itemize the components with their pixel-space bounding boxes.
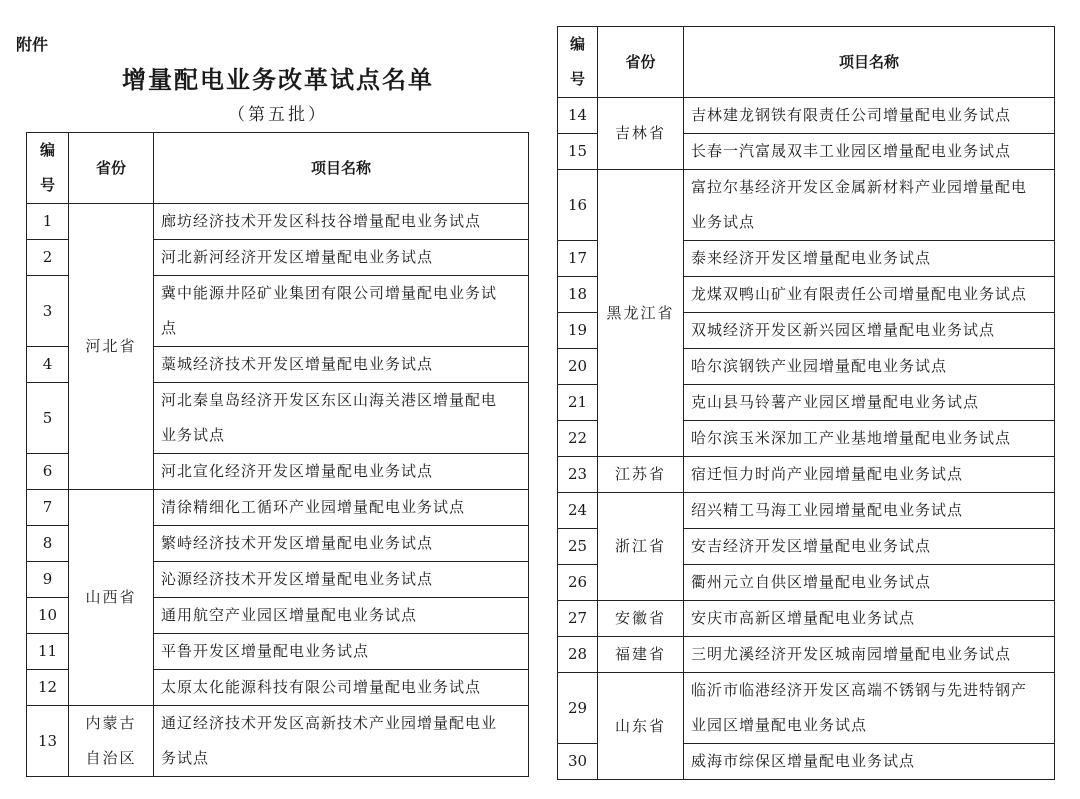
row-number: 24 [558, 493, 598, 529]
project-name-cell [684, 673, 1055, 744]
pilot-list-table-right [557, 26, 1055, 780]
province-cell: 江苏省 [598, 457, 684, 493]
project-name-line: 点 [161, 319, 178, 337]
row-number: 25 [558, 529, 598, 565]
row-number: 26 [558, 565, 598, 601]
project-name-line: 业园区增量配电业务试点 [691, 716, 868, 734]
project-name-cell [684, 565, 1055, 601]
province-line: 内蒙古 [85, 714, 137, 732]
project-name-line: 务试点 [161, 749, 210, 767]
project-name-cell [154, 562, 529, 598]
row-number: 11 [27, 634, 69, 670]
project-name-cell [154, 706, 529, 777]
project-name-line: 沁源经济技术开发区增量配电业务试点 [161, 570, 434, 588]
province-cell: 黑龙江省 [598, 170, 684, 457]
pilot-list-table-left [26, 132, 529, 777]
row-number: 30 [558, 744, 598, 780]
header-number: 编 号 [27, 133, 69, 204]
table-header-row [558, 27, 1055, 98]
project-name-cell [684, 349, 1055, 385]
project-name-cell [684, 744, 1055, 780]
province-cell: 浙江省 [598, 493, 684, 601]
project-name-line: 长春一汽富晟双丰工业园区增量配电业务试点 [691, 142, 1012, 160]
table-row [27, 204, 529, 240]
table-row [558, 637, 1055, 673]
project-name-line: 通辽经济技术开发区高新技术产业园增量配电业 [161, 714, 498, 732]
project-name-line: 衢州元立自供区增量配电业务试点 [691, 573, 932, 591]
province-cell: 福建省 [598, 637, 684, 673]
table-row [558, 493, 1055, 529]
project-name-line: 太原太化能源科技有限公司增量配电业务试点 [161, 678, 482, 696]
project-name-line: 业务试点 [161, 426, 226, 444]
project-name-line: 藁城经济技术开发区增量配电业务试点 [161, 355, 434, 373]
row-number: 4 [27, 347, 69, 383]
project-name-cell [684, 529, 1055, 565]
row-number: 8 [27, 526, 69, 562]
table-row [558, 673, 1055, 744]
project-name-line: 双城经济开发区新兴园区增量配电业务试点 [691, 321, 996, 339]
project-name-line: 临沂市临港经济开发区高端不锈钢与先进特钢产 [691, 681, 1028, 699]
project-name-cell [154, 670, 529, 706]
project-name-cell [684, 134, 1055, 170]
province-cell: 河北省 [69, 204, 154, 490]
project-name-line: 河北新河经济开发区增量配电业务试点 [161, 248, 434, 266]
project-name-cell [684, 170, 1055, 241]
project-name-cell [684, 601, 1055, 637]
table-row [27, 706, 529, 777]
row-number: 18 [558, 277, 598, 313]
document-subtitle: （第五批） [228, 105, 328, 125]
project-name-cell [684, 313, 1055, 349]
project-name-line: 宿迁恒力时尚产业园增量配电业务试点 [691, 465, 964, 483]
header-project-name: 项目名称 [684, 27, 1055, 98]
row-number: 1 [27, 204, 69, 240]
project-name-cell [154, 598, 529, 634]
row-number: 16 [558, 170, 598, 241]
row-number: 27 [558, 601, 598, 637]
project-name-line: 清徐精细化工循环产业园增量配电业务试点 [161, 498, 466, 516]
province-cell: 山西省 [69, 490, 154, 706]
project-name-cell [154, 347, 529, 383]
row-number: 7 [27, 490, 69, 526]
project-name-cell [684, 385, 1055, 421]
project-name-cell [684, 493, 1055, 529]
header-province: 省份 [69, 133, 154, 204]
province-cell: 山东省 [598, 673, 684, 780]
table-row [27, 490, 529, 526]
attachment-label: 附件 [16, 35, 49, 54]
project-name-cell [684, 457, 1055, 493]
project-name-line: 威海市综保区增量配电业务试点 [691, 752, 916, 770]
project-name-line: 富拉尔基经济开发区金属新材料产业园增量配电 [691, 178, 1028, 196]
row-number: 17 [558, 241, 598, 277]
row-number: 9 [27, 562, 69, 598]
row-number: 5 [27, 383, 69, 454]
row-number: 28 [558, 637, 598, 673]
province-line: 自治区 [85, 749, 137, 767]
project-name-line: 河北秦皇岛经济开发区东区山海关港区增量配电 [161, 391, 498, 409]
row-number: 13 [27, 706, 69, 777]
project-name-cell [154, 276, 529, 347]
project-name-cell [684, 241, 1055, 277]
project-name-line: 三明尤溪经济开发区城南园增量配电业务试点 [691, 645, 1012, 663]
project-name-line: 绍兴精工马海工业园增量配电业务试点 [691, 501, 964, 519]
row-number: 6 [27, 454, 69, 490]
project-name-line: 通用航空产业园区增量配电业务试点 [161, 606, 418, 624]
project-name-cell [154, 526, 529, 562]
row-number: 23 [558, 457, 598, 493]
row-number: 19 [558, 313, 598, 349]
province-cell: 安徽省 [598, 601, 684, 637]
project-name-cell [154, 383, 529, 454]
project-name-line: 克山县马铃薯产业园区增量配电业务试点 [691, 393, 980, 411]
province-cell: 吉林省 [598, 98, 684, 170]
project-name-line: 业务试点 [691, 213, 756, 231]
project-name-cell [684, 421, 1055, 457]
project-name-cell [154, 240, 529, 276]
project-name-line: 龙煤双鸭山矿业有限责任公司增量配电业务试点 [691, 285, 1028, 303]
project-name-line: 哈尔滨钢铁产业园增量配电业务试点 [691, 357, 948, 375]
project-name-line: 冀中能源井陉矿业集团有限公司增量配电业务试 [161, 284, 498, 302]
project-name-line: 安吉经济开发区增量配电业务试点 [691, 537, 932, 555]
row-number: 14 [558, 98, 598, 134]
row-number: 10 [27, 598, 69, 634]
project-name-line: 河北宣化经济开发区增量配电业务试点 [161, 462, 434, 480]
row-number: 22 [558, 421, 598, 457]
header-project-name: 项目名称 [154, 133, 529, 204]
document-title: 增量配电业务改革试点名单 [122, 66, 434, 94]
row-number: 2 [27, 240, 69, 276]
row-number: 3 [27, 276, 69, 347]
project-name-line: 哈尔滨玉米深加工产业基地增量配电业务试点 [691, 429, 1012, 447]
project-name-cell [684, 277, 1055, 313]
row-number: 20 [558, 349, 598, 385]
table-row [558, 170, 1055, 241]
row-number: 21 [558, 385, 598, 421]
project-name-cell [684, 637, 1055, 673]
table-header-row [27, 133, 529, 204]
table-row [558, 601, 1055, 637]
row-number: 29 [558, 673, 598, 744]
province-cell [69, 706, 154, 777]
table-row [558, 457, 1055, 493]
project-name-line: 吉林建龙钢铁有限责任公司增量配电业务试点 [691, 106, 1012, 124]
project-name-line: 泰来经济开发区增量配电业务试点 [691, 249, 932, 267]
project-name-cell [154, 204, 529, 240]
project-name-cell [684, 98, 1055, 134]
project-name-cell [154, 490, 529, 526]
project-name-line: 繁峙经济技术开发区增量配电业务试点 [161, 534, 434, 552]
header-number: 编 号 [558, 27, 598, 98]
row-number: 15 [558, 134, 598, 170]
row-number: 12 [27, 670, 69, 706]
project-name-line: 平鲁开发区增量配电业务试点 [161, 642, 370, 660]
project-name-cell [154, 454, 529, 490]
project-name-line: 安庆市高新区增量配电业务试点 [691, 609, 916, 627]
table-row [558, 98, 1055, 134]
project-name-line: 廊坊经济技术开发区科技谷增量配电业务试点 [161, 212, 482, 230]
header-province: 省份 [598, 27, 684, 98]
project-name-cell [154, 634, 529, 670]
